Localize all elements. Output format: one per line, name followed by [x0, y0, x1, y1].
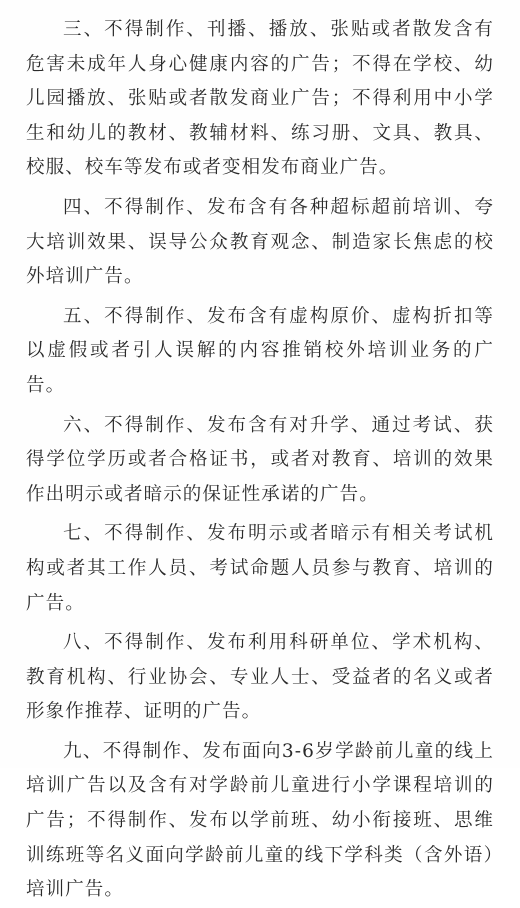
- paragraph-item-8: 八、不得制作、发布利用科研单位、学术机构、教育机构、行业协会、专业人士、受益者的名义或者形象作推荐、证明的广告。: [26, 632, 494, 723]
- paragraph-item-9: 九、不得制作、发布面向3-6岁学龄前儿童的线上培训广告以及含有对学龄前儿童进行小学课程培训的广告；不得制作、发布以学前班、幼小衔接班、思维训练班等名义面向学龄前儿童的线下学科类（含外语）培训广告。: [26, 740, 494, 901]
- paragraph-item-3: 三、不得制作、刊播、播放、张贴或者散发含有危害未成年人身心健康内容的广告；不得在学校、幼儿园播放、张贴或者散发商业广告；不得利用中小学生和幼儿的教材、教辅材料、练习册、文具、教具、校服、校车等发布或者变相发布商业广告。: [26, 19, 494, 179]
- paragraph-item-7: 七、不得制作、发布明示或者暗示有相关考试机构或者其工作人员、考试命题人员参与教育、培训的广告。: [26, 523, 494, 614]
- paragraph-item-4: 四、不得制作、发布含有各种超标超前培训、夸大培训效果、误导公众教育观念、制造家长焦虑的校外培训广告。: [26, 196, 494, 288]
- paragraph-item-6: 六、不得制作、发布含有对升学、通过考试、获得学位学历或者合格证书，或者对教育、培训的效果作出明示或者暗示的保证性承诺的广告。: [26, 414, 494, 505]
- paragraph-item-5: 五、不得制作、发布含有虚构原价、虚构折扣等以虚假或者引人误解的内容推销校外培训业务的广告。: [26, 305, 494, 396]
